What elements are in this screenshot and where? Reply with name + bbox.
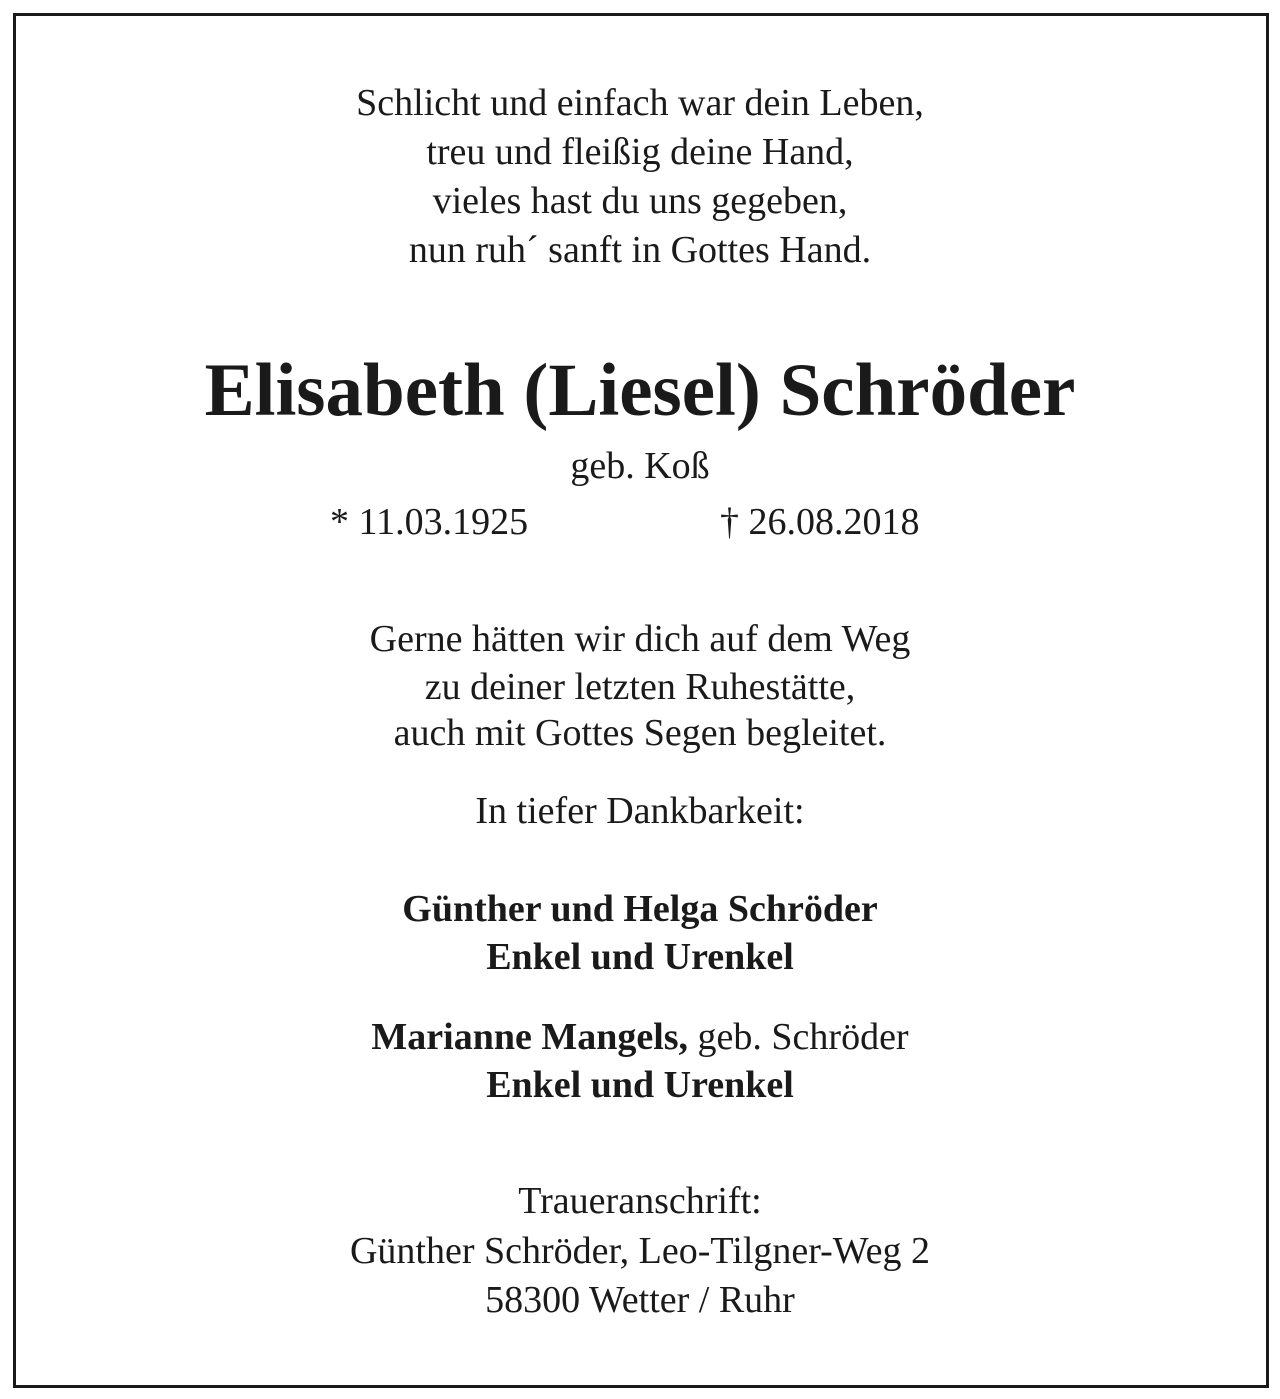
mourner-family-1-sub: Enkel und Urenkel: [486, 936, 794, 978]
message-line-3: auch mit Gottes Segen begleitet.: [393, 712, 887, 754]
mourner-family-2-maiden: geb. Schröder: [697, 1016, 909, 1058]
mourner-family-2-sub: Enkel und Urenkel: [486, 1064, 794, 1106]
address-label: Traueranschrift:: [518, 1180, 762, 1222]
gratitude-line: In tiefer Dankbarkeit:: [475, 790, 805, 832]
message-line-1: Gerne hätten wir dich auf dem Weg: [369, 618, 911, 660]
verse-line-4: nun ruh´ sanft in Gottes Hand.: [408, 229, 872, 271]
verse-line-3: vieles hast du uns gegeben,: [432, 180, 848, 222]
deceased-name: Elisabeth (Liesel) Schröder: [204, 349, 1076, 432]
mourner-family-2: [0, 1018, 1280, 1056]
deceased-maiden-name: geb. Koß: [570, 445, 710, 487]
verse-line-2: treu und fleißig deine Hand,: [426, 131, 854, 173]
address-line-1: Günther Schröder, Leo-Tilgner-Weg 2: [349, 1230, 930, 1272]
verse-line-1: Schlicht und einfach war dein Leben,: [356, 82, 924, 124]
death-date: † 26.08.2018: [720, 501, 920, 543]
address-line-2: 58300 Wetter / Ruhr: [485, 1279, 795, 1321]
message-line-2: zu deiner letzten Ruhestätte,: [424, 666, 856, 708]
mourner-family-1: Günther und Helga Schröder: [402, 888, 878, 930]
mourner-family-2-name: Marianne Mangels,: [371, 1016, 689, 1058]
birth-date: * 11.03.1925: [330, 501, 529, 543]
